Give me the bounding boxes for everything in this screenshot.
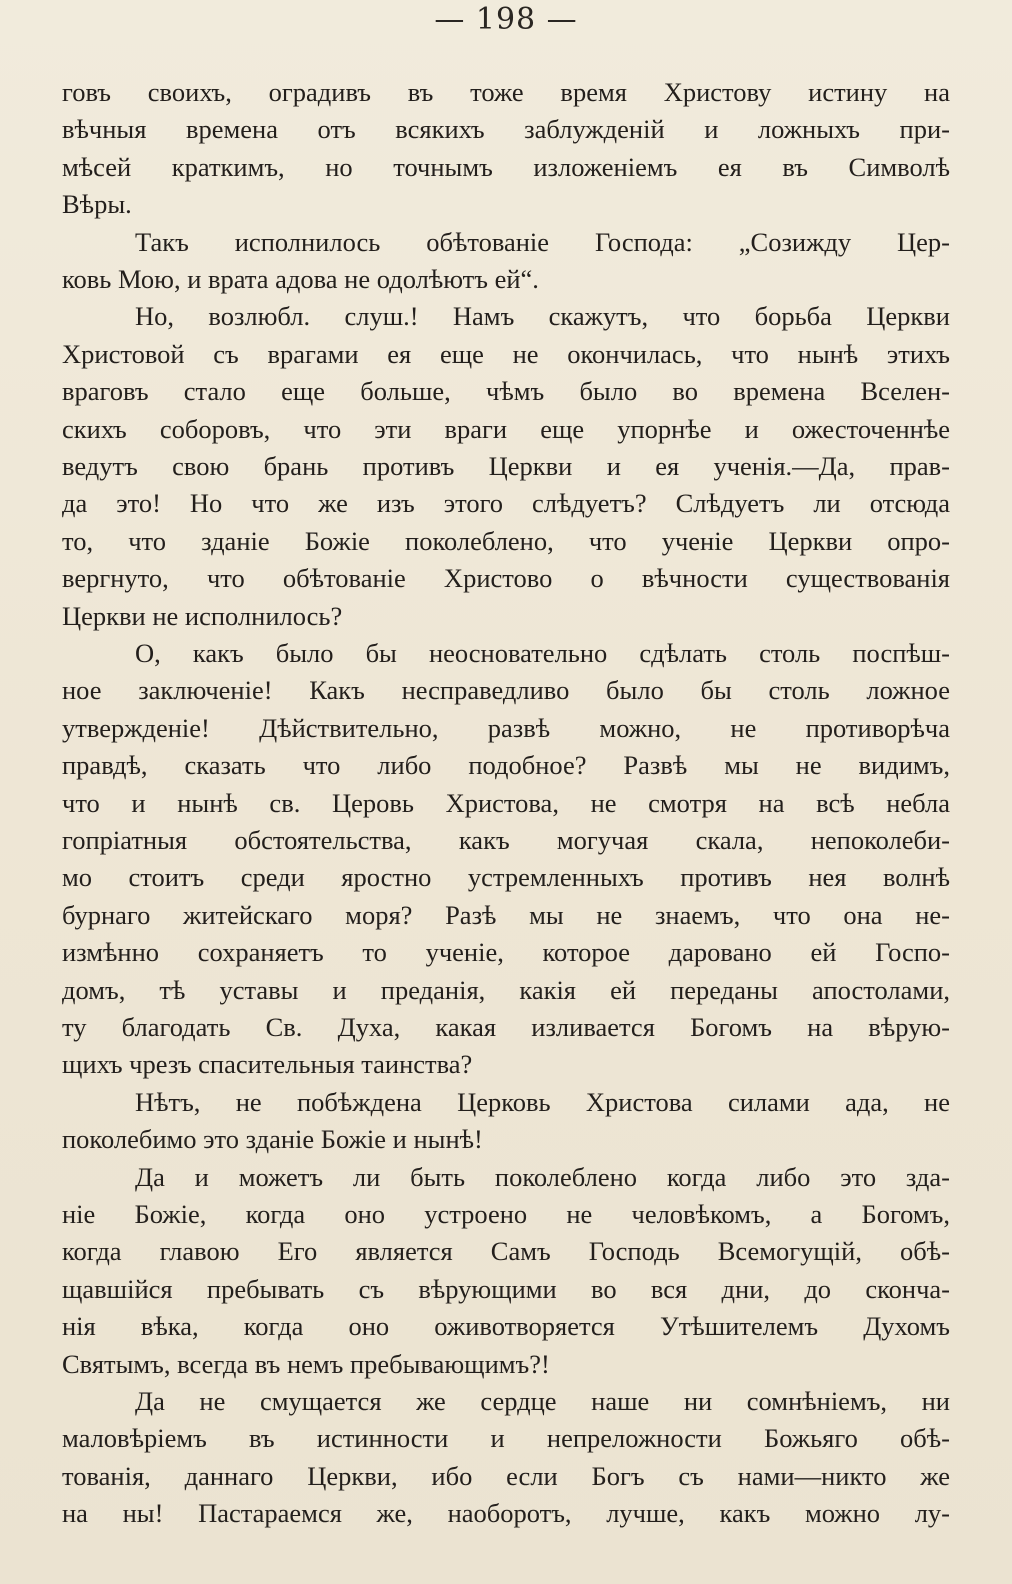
text-line: ковь Мою, и врата адова не одолѣютъ ей“.: [62, 264, 539, 294]
text-line: маловѣріемъ въ истинности и непреложности Божьяго обѣ-: [62, 1423, 950, 1454]
text-line: домъ, тѣ уставы и преданія, какія ей переданы апостолами,: [62, 974, 950, 1005]
text-line: щавшійся пребывать съ вѣрующими во вся дни, до сконча-: [62, 1273, 950, 1304]
text-line: да это! Но что же изъ этого слѣдуетъ? Слѣдуетъ ли отсюда: [62, 488, 950, 519]
text-line: что и нынѣ св. Церовь Христова, не смотря на всѣ небла: [62, 787, 950, 818]
text-line: мо стоитъ среди яростно устремленныхъ противъ нея волнѣ: [62, 862, 950, 893]
text-line: ведутъ свою брань противъ Церкви и ея ученія.—Да, прав-: [62, 451, 950, 481]
text-line: Святымъ, всегда въ немъ пребывающимъ?!: [62, 1348, 550, 1379]
text-line: ніе Божіе, когда оно устроено не человѣкомъ, а Богомъ,: [62, 1199, 950, 1229]
text-line: измѣнно сохраняетъ то ученіе, которое даровано ей Госпо-: [62, 937, 950, 968]
text-line: тованія, даннаго Церкви, ибо если Богъ съ нами—никто же: [62, 1460, 950, 1491]
text-line: Церкви не исполнилось?: [62, 600, 343, 631]
text-line: Да и можетъ ли быть поколеблено когда либо это зда-: [135, 1161, 950, 1192]
text-line: О, какъ было бы неосновательно сдѣлать столь поспѣш-: [135, 638, 950, 668]
text-line: щихъ чрезъ спасительныя таинства?: [62, 1049, 473, 1080]
text-line: вергнуто, что обѣтованіе Христово о вѣчности существованія: [62, 563, 950, 594]
text-line: Христовой съ врагами ея еще не окончилась, что нынѣ этихъ: [62, 338, 950, 369]
text-line: Такъ исполнилось обѣтованіе Господа: „Созижду Цер-: [135, 226, 950, 257]
text-line: гопріатныя обстоятельства, какъ могучая скала, непоколеби-: [62, 825, 950, 855]
text-line: ту благодать Св. Духа, какая изливается Богомъ на вѣрую-: [62, 1012, 950, 1042]
text-line: нія вѣка, когда оно оживотворяется Утѣшителемъ Духомъ: [62, 1311, 950, 1342]
text-line: вѣчныя времена отъ всякихъ заблужденій и ложныхъ при-: [62, 114, 950, 145]
text-line: ное заключеніе! Какъ несправедливо было бы столь ложное: [62, 675, 950, 706]
text-line: Но, возлюбл. слуш.! Намъ скажутъ, что борьба Церкви: [135, 301, 950, 332]
text-line: мѣсей краткимъ, но точнымъ изложеніемъ ея въ Символѣ: [62, 151, 950, 182]
text-line: Нѣтъ, не побѣждена Церковь Христова силами ада, не: [135, 1086, 950, 1117]
text-line: на ны! Пастараемся же, наоборотъ, лучше, какъ можно лу-: [62, 1498, 950, 1529]
page-number: — 198 —: [434, 2, 578, 37]
text-line: когда главою Его является Самъ Господь Всемогущій, обѣ-: [62, 1236, 950, 1267]
text-line: враговъ стало еще больше, чѣмъ было во времена Вселен-: [62, 376, 950, 407]
text-line: утвержденіе! Дѣйствительно, развѣ можно, не противорѣча: [62, 712, 950, 743]
text-line: скихъ соборовъ, что эти враги еще упорнѣе и ожесточеннѣе: [62, 413, 950, 444]
text-line: бурнаго житейскаго моря? Разѣ мы не знаемъ, что она не-: [62, 899, 950, 930]
text-line: говъ своихъ, оградивъ въ тоже время Христову истину на: [62, 77, 950, 107]
text-line: Вѣры.: [62, 189, 132, 220]
text-line: правдѣ, сказать что либо подобное? Развѣ мы не видимъ,: [62, 750, 950, 781]
text-line: то, что зданіе Божіе поколеблено, что ученіе Церкви опро-: [62, 525, 950, 556]
text-line: поколебимо это зданіе Божіе и нынѣ!: [62, 1124, 483, 1155]
text-line: Да не смущается же сердце наше ни сомнѣніемъ, ни: [135, 1386, 950, 1416]
